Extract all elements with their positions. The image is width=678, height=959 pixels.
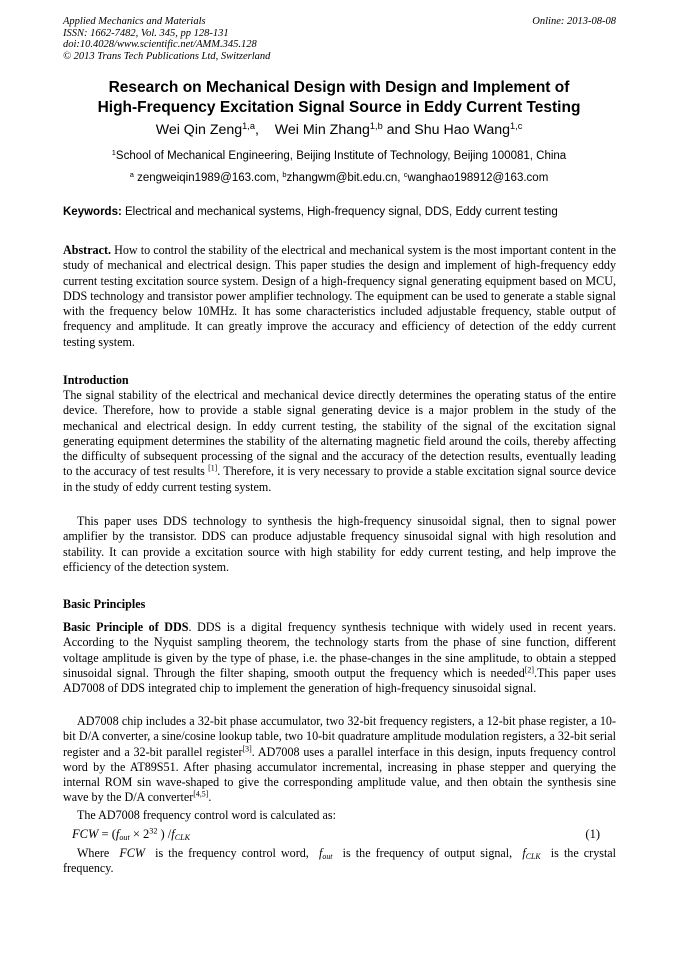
eq-clk-sub: CLK: [174, 833, 191, 843]
dds-p1-text: . DDS is a digital frequency synthesis technique with widely used in recent years. According to the Nyquist sampling theorem, the technology starts from the phase of sine function, different voltage amplitude is given by the type of phase, i.e. the phase-changes in the sine amplitude, to obtain a stepped sinusoidal signal. Through the filter shaping, smooth output the frequency which is needed: [63, 620, 616, 680]
online-date: Online: 2013-08-08: [532, 16, 616, 27]
paper-title: [40, 78, 638, 118]
dds-ref-3: [3]: [242, 744, 252, 754]
author-1-affil: 1,a: [242, 120, 255, 131]
author-and: and: [386, 122, 411, 138]
where-clk-sub: CLK: [525, 851, 541, 861]
fcw-intro: The AD7008 frequency control word is calculated as:: [77, 808, 336, 822]
dds-label: Basic Principle of DDS: [63, 620, 189, 634]
dds-ref-45: [4,5]: [193, 790, 209, 800]
email-b-marker: b: [282, 169, 287, 179]
journal-header: [63, 16, 616, 62]
intro-ref-1: [1]: [208, 464, 218, 474]
intro-paragraph-1: [63, 388, 616, 495]
author-separator: ,: [255, 122, 259, 138]
dds-p2-text-mid: . AD7008 uses a parallel interface in this design, inputs frequency control word by the AT89S51. After phasing accumulator incremental, increasing in phase stepper and querying the internal ROM sin wave-shaped to give the corresponding amplitude value, and then obtain the synthesis sine wave by the D/A converter: [63, 744, 616, 805]
author-2: Wei Min Zhang: [274, 122, 370, 138]
dds-paragraph-1: [63, 620, 616, 696]
affiliation: [40, 149, 638, 163]
eq-out-sub: out: [119, 833, 130, 843]
eq-f-clk: f: [171, 827, 175, 841]
intro-p1-text-end: . Therefore, it is very necessary to provide a stable excitation signal source device in the study of eddy current testing system.: [63, 464, 616, 494]
dds-p2-text: AD7008 chip includes a 32-bit phase accumulator, two 32-bit frequency registers, a 12-bit phase register, a 10-bit D/A converter, a sine/cosine lookup table, two 10-bit quadrature amplitude modulation registers, a 32-bit serial register and a 32-bit parallel register: [63, 714, 616, 759]
eq-f-out: f: [115, 827, 120, 841]
author-3-affil: 1,c: [510, 120, 523, 131]
dds-paragraph-2: [63, 714, 616, 806]
email-a: zengweiqin1989@163.com,: [137, 172, 280, 184]
author-2-affil: 1,b: [369, 120, 383, 131]
where-paragraph: [63, 846, 616, 877]
intro-p1-text: The signal stability of the electrical and mechanical device directly determines the operating status of the entire device. Therefore, how to provide a stable signal generating device is a major problem in the study of the mechanical and electrical design. In eddy current testing, the stability of the signal of the excitation signal generating equipment determines the stability of the alternating magnetic field around the coils, thereby affecting the difficulty of subsequent processing of the signal and the accuracy of the detection results, eventually leading to the accuracy of test results: [63, 388, 616, 479]
intro-paragraph-2: This paper uses DDS technology to synthesis the high-frequency sinusoidal signal, then to signal power amplifier by the transistor. DDS can produce adjustable frequency sinusoidal signal with high resolution and stability. It can provide a excitation source with high stability for eddy current testing, and help improve the efficiency of the detection system.: [63, 514, 616, 574]
where-f-clk: f: [522, 846, 526, 860]
where-fcw: FCW: [119, 846, 145, 860]
journal-name: Applied Mechanics and Materials: [63, 16, 206, 27]
where-word: Where: [77, 846, 110, 860]
abstract-label: Abstract.: [63, 243, 112, 257]
dds-p1-text-end: .This paper uses AD7008 of DDS integrated chip to implement the generation of high-frequency sinusoidal signal.: [63, 665, 616, 696]
keywords-label: Keywords:: [63, 206, 122, 218]
dds-ref-2: [2]: [524, 665, 534, 675]
keywords-text: Electrical and mechanical systems, High-frequency signal, DDS, Eddy current testing: [125, 206, 558, 218]
abstract-text: How to control the stability of the electrical and mechanical system is the most important content in the study of mechanical and electrical design. This paper studies the design and implement of high-frequency eddy current testing excitation source system. Design of a high-frequency signal generating equipment based on MCU, DDS technology and transistor power amplifier technology. The equipment can be used to generate a stable signal with the frequency below 10MHz. It has some characteristics included adjustable frequency, stable output of frequency and amplitude. It can greatly improve the accuracy and efficiency of detection of the eddy current testing system.: [63, 243, 616, 349]
eq-exp: 32: [149, 826, 158, 836]
issn-line: ISSN: 1662-7482, Vol. 345, pp 128-131: [63, 27, 229, 39]
email-b: zhangwm@bit.edu.cn,: [286, 172, 401, 184]
equation-number: (1): [585, 827, 600, 841]
where-text-a: is the frequency control word,: [155, 846, 309, 860]
email-c: wanghao198912@163.com: [407, 172, 549, 184]
keywords: [63, 205, 616, 219]
eq-lhs: FCW: [72, 827, 99, 841]
basic-principles-heading: Basic Principles: [63, 597, 146, 611]
title-line-2: High-Frequency Excitation Signal Source in Eddy Current Testing: [97, 99, 581, 116]
affiliation-marker: 1: [111, 147, 116, 157]
title-line-1: Research on Mechanical Design with Design and Implement of: [108, 79, 570, 96]
abstract: [63, 243, 616, 350]
where-out-sub: out: [322, 851, 333, 861]
where-f-out: f: [319, 846, 323, 860]
eq-divide: ) /: [160, 827, 172, 841]
author-3: Shu Hao Wang: [414, 122, 510, 138]
doi-line: doi:10.4028/www.scientific.net/AMM.345.128: [63, 39, 257, 51]
dds-p2-text-end: .: [208, 790, 212, 805]
email-a-marker: a: [129, 169, 134, 179]
equation-1: [72, 826, 600, 842]
eq-times: × 2: [132, 827, 150, 841]
author-emails: [40, 171, 638, 185]
eq-equals: = (: [101, 827, 116, 841]
author-list: [40, 121, 638, 139]
intro-heading: Introduction: [63, 373, 129, 387]
where-text-b: is the frequency of output signal,: [342, 846, 513, 860]
author-1: Wei Qin Zeng: [155, 122, 243, 138]
email-c-marker: c: [403, 169, 408, 179]
copyright-line: © 2013 Trans Tech Publications Ltd, Switzerland: [63, 50, 271, 62]
affiliation-text: School of Mechanical Engineering, Beijing Institute of Technology, Beijing 100081, China: [115, 150, 567, 162]
where-text-c: is the crystal frequency.: [63, 846, 617, 876]
